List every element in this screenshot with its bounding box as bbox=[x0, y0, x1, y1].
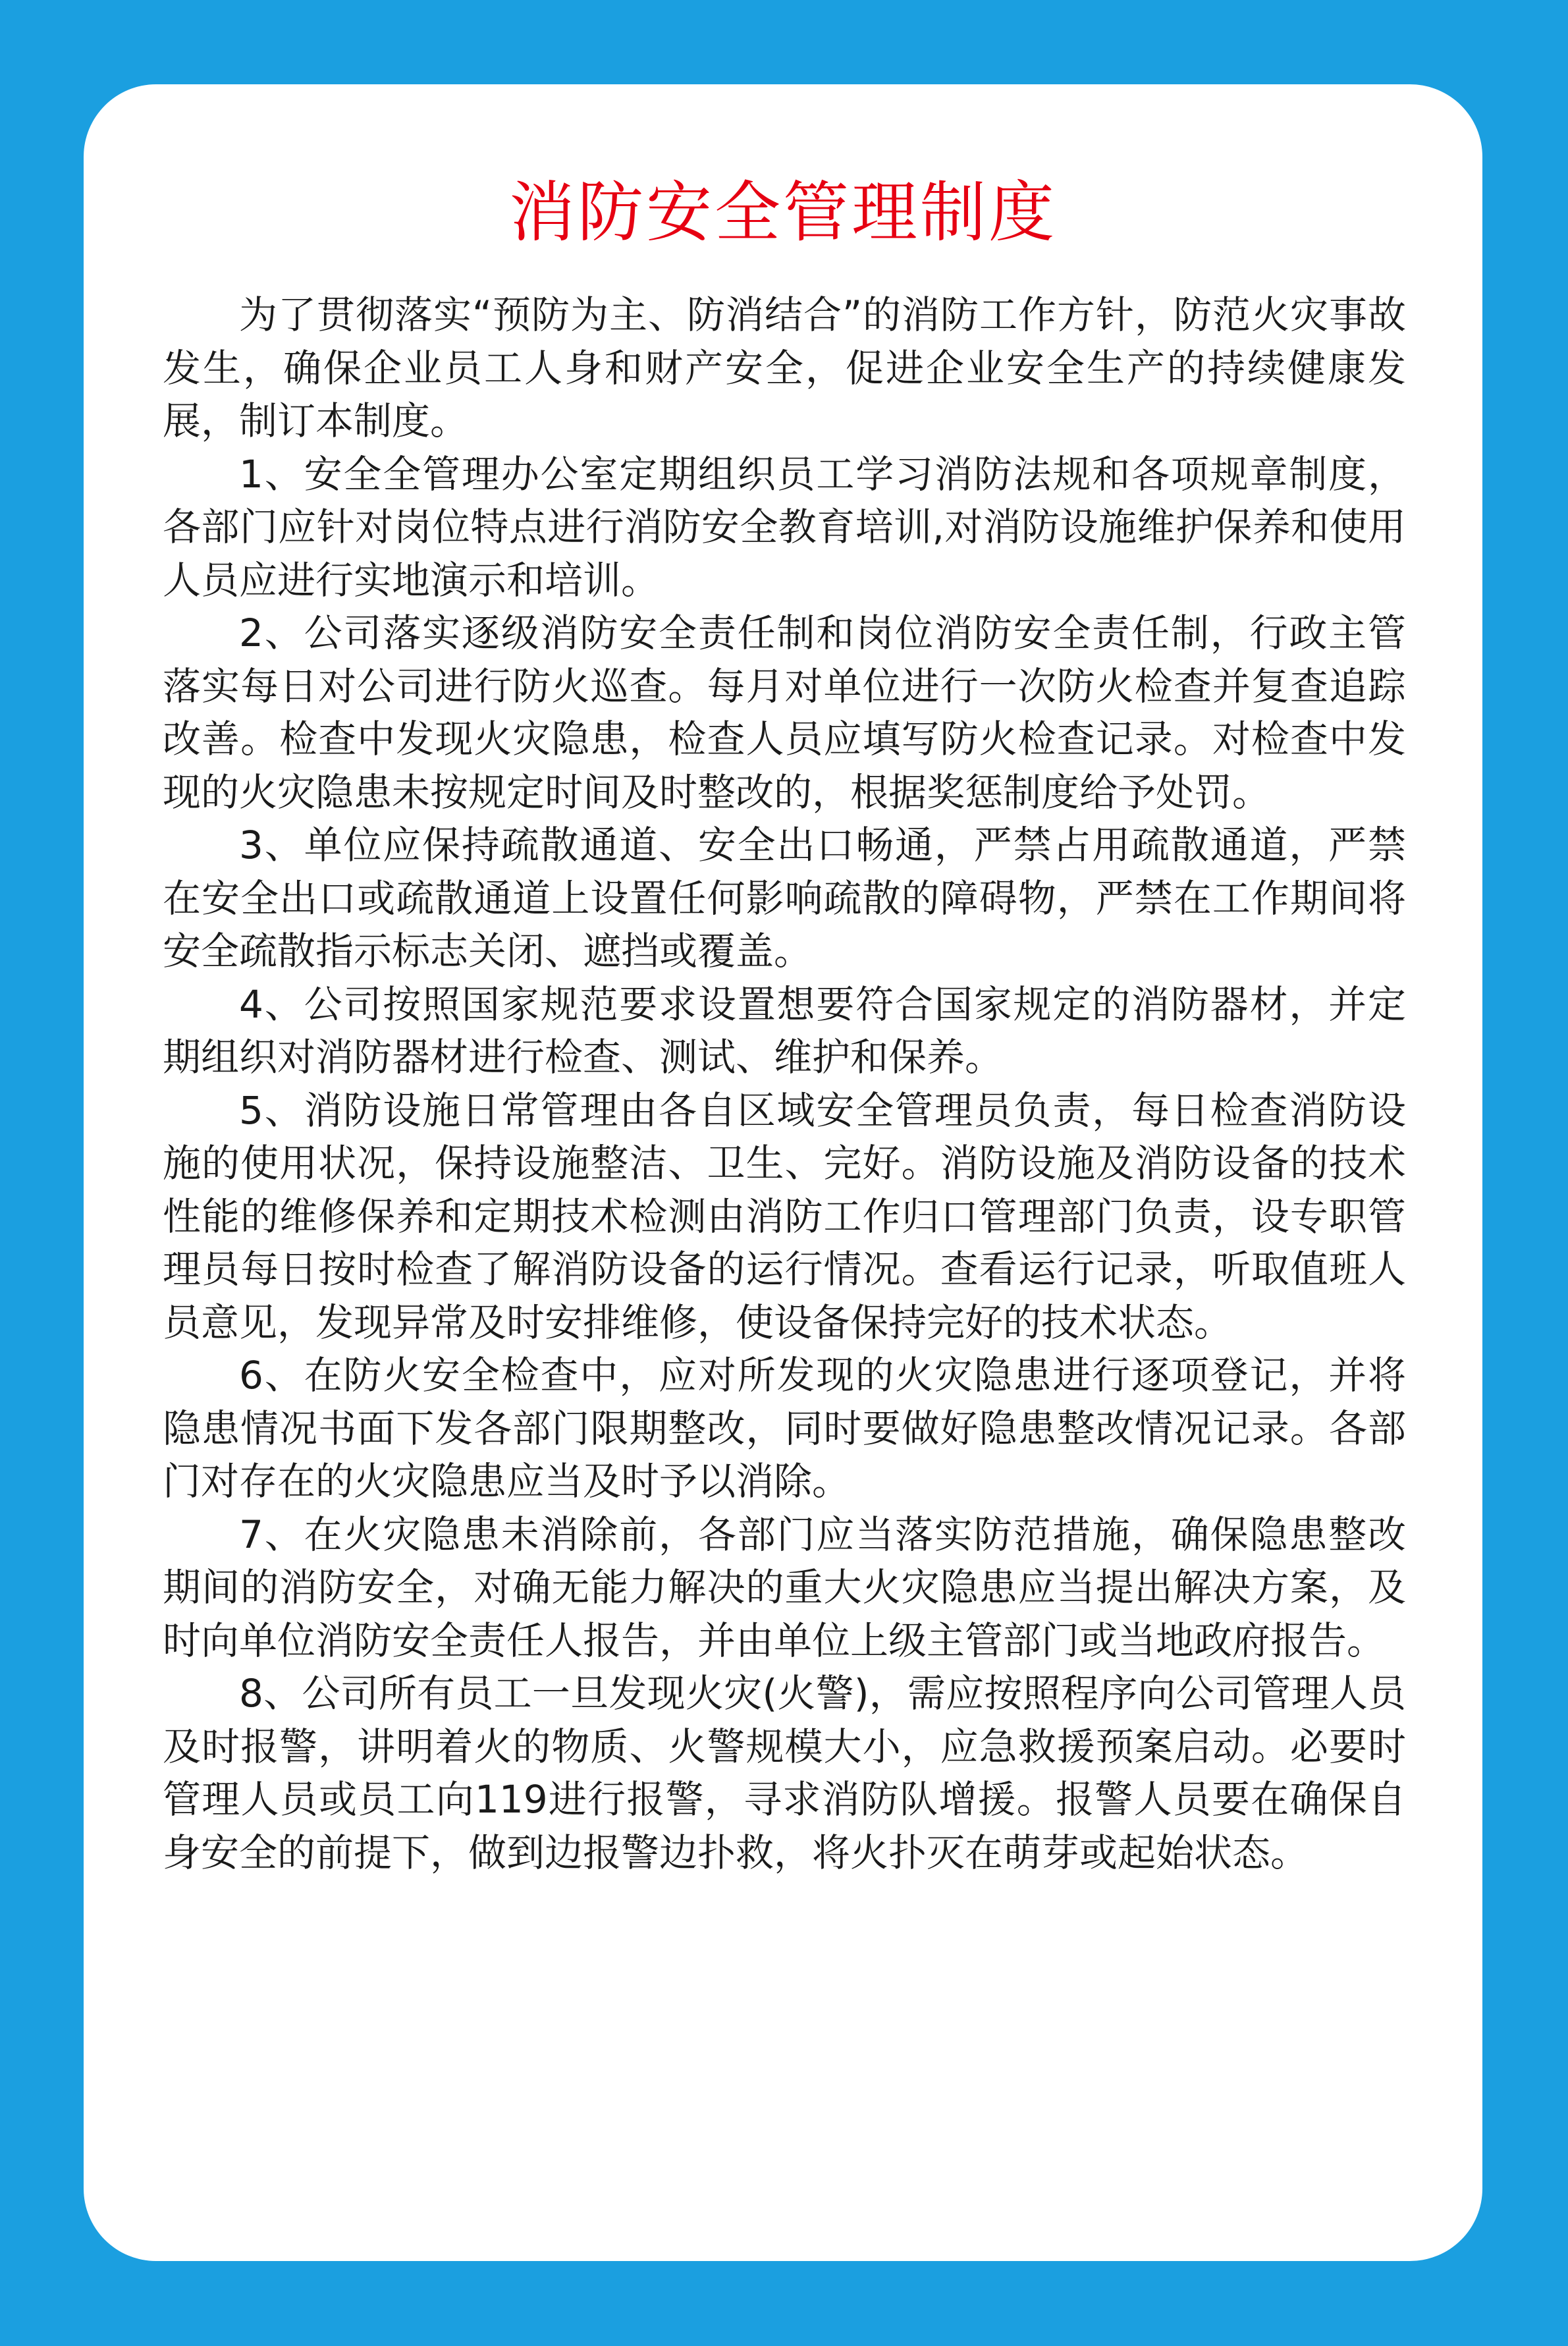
document-body bbox=[163, 288, 1406, 1879]
paragraph-rule-1: 1、安全全管理办公室定期组织员工学习消防法规和各项规章制度，各部门应针对岗位特点进行消防安全教育培训,对消防设施维护保养和使用人员应进行实地演示和培训。 bbox=[163, 451, 1406, 603]
paragraph-rule-8: 8、公司所有员工一旦发现火灾(火警)，需应按照程序向公司管理人员及时报警，讲明着火的物质、火警规模大小，应急救援预案启动。必要时管理人员或员工向119进行报警，寻求消防队增援。报警人员要在确保自身安全的前提下，做到边报警边扑救，将火扑灭在萌芽或起始状态。 bbox=[163, 1671, 1406, 1875]
paragraph-rule-5: 5、消防设施日常管理由各自区域安全管理员负责，每日检查消防设施的使用状况，保持设施整洁、卫生、完好。消防设施及消防设备的技术性能的维修保养和定期技术检测由消防工作归口管理部门负责，设专职管理员每日按时检查了解消防设备的运行情况。查看运行记录，听取值班人员意见，发现异常及时安排维修，使设备保持完好的技术状态。 bbox=[163, 1087, 1406, 1345]
document-title: 消防安全管理制度 bbox=[509, 174, 1057, 251]
paragraph-rule-2: 2、公司落实逐级消防安全责任制和岗位消防安全责任制，行政主管落实每日对公司进行防火巡查。每月对单位进行一次防火检查并复查追踪改善。检查中发现火灾隐患，检查人员应填写防火检查记录。对检查中发现的火灾隐患未按规定时间及时整改的，根据奖惩制度给予处罚。 bbox=[163, 611, 1406, 815]
paragraph-intro: 为了贯彻落实“预防为主、防消结合”的消防工作方针，防范火灾事故发生，确保企业员工人身和财产安全，促进企业安全生产的持续健康发展，制订本制度。 bbox=[163, 292, 1406, 443]
paragraph-rule-6: 6、在防火安全检查中，应对所发现的火灾隐患进行逐项登记，并将隐患情况书面下发各部门限期整改，同时要做好隐患整改情况记录。各部门对存在的火灾隐患应当及时予以消除。 bbox=[163, 1353, 1406, 1504]
notice-board bbox=[84, 84, 1482, 2261]
paragraph-rule-3: 3、单位应保持疏散通道、安全出口畅通，严禁占用疏散通道，严禁在安全出口或疏散通道上设置任何影响疏散的障碍物，严禁在工作期间将安全疏散指示标志关闭、遮挡或覆盖。 bbox=[163, 823, 1406, 973]
paragraph-rule-7: 7、在火灾隐患未消除前，各部门应当落实防范措施，确保隐患整改期间的消防安全，对确无能力解决的重大火灾隐患应当提出解决方案，及时向单位消防安全责任人报告，并由单位上级主管部门或当地政府报告。 bbox=[163, 1512, 1406, 1663]
paragraph-rule-4: 4、公司按照国家规范要求设置想要符合国家规定的消防器材，并定期组织对消防器材进行检查、测试、维护和保养。 bbox=[163, 981, 1406, 1079]
